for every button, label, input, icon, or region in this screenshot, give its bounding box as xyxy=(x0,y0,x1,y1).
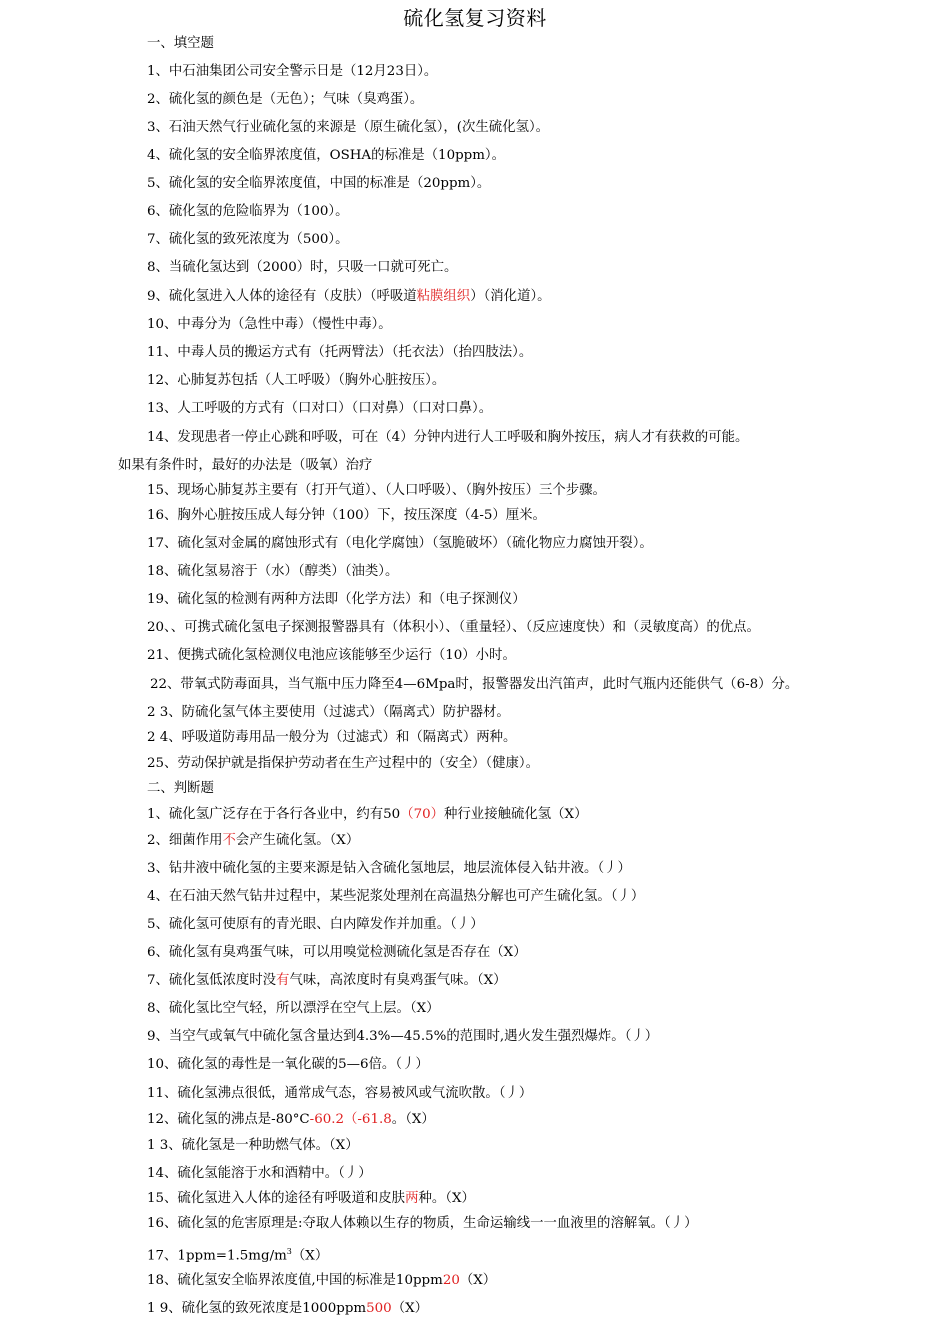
question-9 xyxy=(147,288,551,306)
judgment-2-part-c: 会产生硫化氢。（X） xyxy=(235,833,360,848)
document-title: 硫化氢复习资料 xyxy=(403,6,547,30)
judgment-19-part-c: （X） xyxy=(391,1301,429,1316)
judgment-18-part-c: （X） xyxy=(459,1273,497,1288)
judgment-7 xyxy=(147,972,507,990)
question-23: 2 3、防硫化氢气体主要使用（过滤式）（隔离式）防护器材。 xyxy=(147,705,510,720)
judgment-1 xyxy=(147,806,587,824)
judgment-16: 16、硫化氢的危害原理是:夺取人体赖以生存的物质，生命运输线一一血液里的溶解氧。（丿） xyxy=(147,1216,698,1231)
question-9-correction: 粘膜组织 xyxy=(416,289,471,304)
judgment-9: 9、当空气或氧气中硫化氢含量达到4.3%—45.5%的范围时,遇火发生强烈爆炸。（丿） xyxy=(147,1029,659,1044)
judgment-14: 14、硫化氢能溶于水和酒精中。（丿） xyxy=(147,1166,372,1181)
judgment-19-part-a: 1 9、硫化氢的致死浓度是1000ppm xyxy=(147,1301,367,1316)
question-19: 19、硫化氢的检测有两种方法即（化学方法）和（电子探测仪） xyxy=(147,592,526,607)
question-16: 16、胸外心脏按压成人每分钟（100）下，按压深度（4-5）厘米。 xyxy=(147,508,546,523)
judgment-15 xyxy=(147,1190,475,1208)
judgment-5: 5、硫化氢可使原有的青光眼、白内障发作并加重。（丿） xyxy=(147,917,484,932)
question-2: 2、硫化氢的颜色是（无色）；气味（臭鸡蛋）。 xyxy=(147,92,424,107)
judgment-7-part-a: 7、硫化氢低浓度时没 xyxy=(147,973,277,988)
question-24: 2 4、呼吸道防毒用品一般分为（过滤式）和（隔离式）两种。 xyxy=(147,730,517,745)
judgment-15-part-a: 15、硫化氢进入人体的途径有呼吸道和皮肤 xyxy=(147,1191,406,1206)
judgment-11: 11、硫化氢沸点很低，通常成气态，容易被风或气流吹散。（丿） xyxy=(147,1086,533,1101)
judgment-2-correction: 不 xyxy=(222,833,236,848)
judgment-18 xyxy=(147,1272,496,1290)
question-25: 25、劳动保护就是指保护劳动者在生产过程中的（安全）（健康）。 xyxy=(147,756,539,771)
question-20: 20、、可携式硫化氢电子探测报警器具有（体积小）、（重量轻）、（反应速度快）和（灵敏度高）的优点。 xyxy=(147,620,760,635)
judgment-15-part-c: 种。（X） xyxy=(418,1191,475,1206)
question-1: 1、中石油集团公司安全警示日是（12月23日）。 xyxy=(147,64,438,79)
judgment-17-superscript: 3 xyxy=(286,1247,292,1256)
judgment-4: 4、在石油天然气钻井过程中，某些泥浆处理剂在高温热分解也可产生硫化氢。（丿） xyxy=(147,889,645,904)
question-5: 5、硫化氢的安全临界浓度值，中国的标准是（20ppm）。 xyxy=(147,176,491,191)
question-17: 17、硫化氢对金属的腐蚀形式有（电化学腐蚀）（氢脆破坏）（硫化物应力腐蚀开裂）。 xyxy=(147,536,653,551)
question-14: 14、发现患者一停止心跳和呼吸，可在（4）分钟内进行人工呼吸和胸外按压，病人才有获救的可能。 xyxy=(147,430,749,445)
judgment-1-correction: （70） xyxy=(400,807,445,822)
judgment-10: 10、硫化氢的毒性是一氧化碳的5—6倍。（丿） xyxy=(147,1057,429,1072)
judgment-12-part-a: 12、硫化氢的沸点是-80°C xyxy=(147,1112,310,1127)
judgment-17-part-b: （X） xyxy=(291,1248,329,1264)
question-10: 10、中毒分为（急性中毒）（慢性中毒）。 xyxy=(147,317,392,332)
section-heading-true-false: 二、判断题 xyxy=(147,781,214,796)
question-12: 12、心肺复苏包括（人工呼吸）（胸外心脏按压）。 xyxy=(147,373,446,388)
judgment-18-correction: 20 xyxy=(442,1273,460,1288)
judgment-1-part-a: 1、硫化氢广泛存在于各行各业中，约有50 xyxy=(147,807,401,822)
question-18: 18、硫化氢易溶于（水）（醇类）（油类）。 xyxy=(147,564,399,579)
judgment-17-part-a: 17、1ppm=1.5mg/m xyxy=(147,1248,287,1264)
question-9-part-c: ）（消化道）。 xyxy=(470,289,551,304)
question-7: 7、硫化氢的致死浓度为（500）。 xyxy=(147,232,349,247)
question-8: 8、当硫化氢达到（2000）时，只吸一口就可死亡。 xyxy=(147,260,458,275)
judgment-12 xyxy=(147,1111,435,1129)
judgment-12-part-c: 。（X） xyxy=(391,1112,435,1127)
judgment-17 xyxy=(147,1243,328,1265)
question-11: 11、中毒人员的搬运方式有（托两臂法）（托衣法）（抬四肢法）。 xyxy=(147,345,533,360)
judgment-6: 6、硫化氢有臭鸡蛋气味，可以用嗅觉检测硫化氢是否存在（X） xyxy=(147,945,527,960)
judgment-8: 8、硫化氢比空气轻，所以漂浮在空气上层。（X） xyxy=(147,1001,440,1016)
question-13: 13、人工呼吸的方式有（口对口）（口对鼻）（口对口鼻）。 xyxy=(147,401,493,416)
judgment-19 xyxy=(147,1300,428,1318)
question-14-continued: 如果有条件时，最好的办法是（吸氧）治疗 xyxy=(118,458,373,473)
question-22: 22、带氧式防毒面具，当气瓶中压力降至4—6Mpa时，报警器发出汽笛声，此时气瓶内还能供气（6-8）分。 xyxy=(150,677,799,692)
judgment-12-correction: -60.2（-61.8 xyxy=(309,1112,392,1127)
judgment-19-correction: 500 xyxy=(366,1301,392,1316)
question-15: 15、现场心肺复苏主要有（打开气道）、（人口呼吸）、（胸外按压）三个步骤。 xyxy=(147,483,606,498)
judgment-13: 1 3、硫化氢是一种助燃气体。（X） xyxy=(147,1138,359,1153)
question-4: 4、硫化氢的安全临界浓度值，OSHA的标准是（10ppm）。 xyxy=(147,148,506,163)
judgment-15-correction: 两 xyxy=(405,1191,419,1206)
judgment-2-part-a: 2、细菌作用 xyxy=(147,833,223,848)
section-heading-fill-in: 一、填空题 xyxy=(147,36,214,51)
judgment-18-part-a: 18、硫化氢安全临界浓度值,中国的标准是10ppm xyxy=(147,1273,443,1288)
judgment-7-correction: 有 xyxy=(276,973,290,988)
question-9-part-a: 9、硫化氢进入人体的途径有（皮肤）（呼吸道 xyxy=(147,289,417,304)
judgment-2 xyxy=(147,832,359,850)
question-6: 6、硫化氢的危险临界为（100）。 xyxy=(147,204,349,219)
judgment-1-part-c: 种行业接触硫化氢（X） xyxy=(444,807,588,822)
question-3: 3、石油天然气行业硫化氢的来源是（原生硫化氢），(次生硫化氢）。 xyxy=(147,120,550,135)
judgment-3: 3、钻井液中硫化氢的主要来源是钻入含硫化氢地层，地层流体侵入钻井液。（丿） xyxy=(147,861,631,876)
judgment-7-part-c: 气味，高浓度时有臭鸡蛋气味。（X） xyxy=(289,973,507,988)
question-21: 21、便携式硫化氢检测仪电池应该能够至少运行（10）小时。 xyxy=(147,648,516,663)
